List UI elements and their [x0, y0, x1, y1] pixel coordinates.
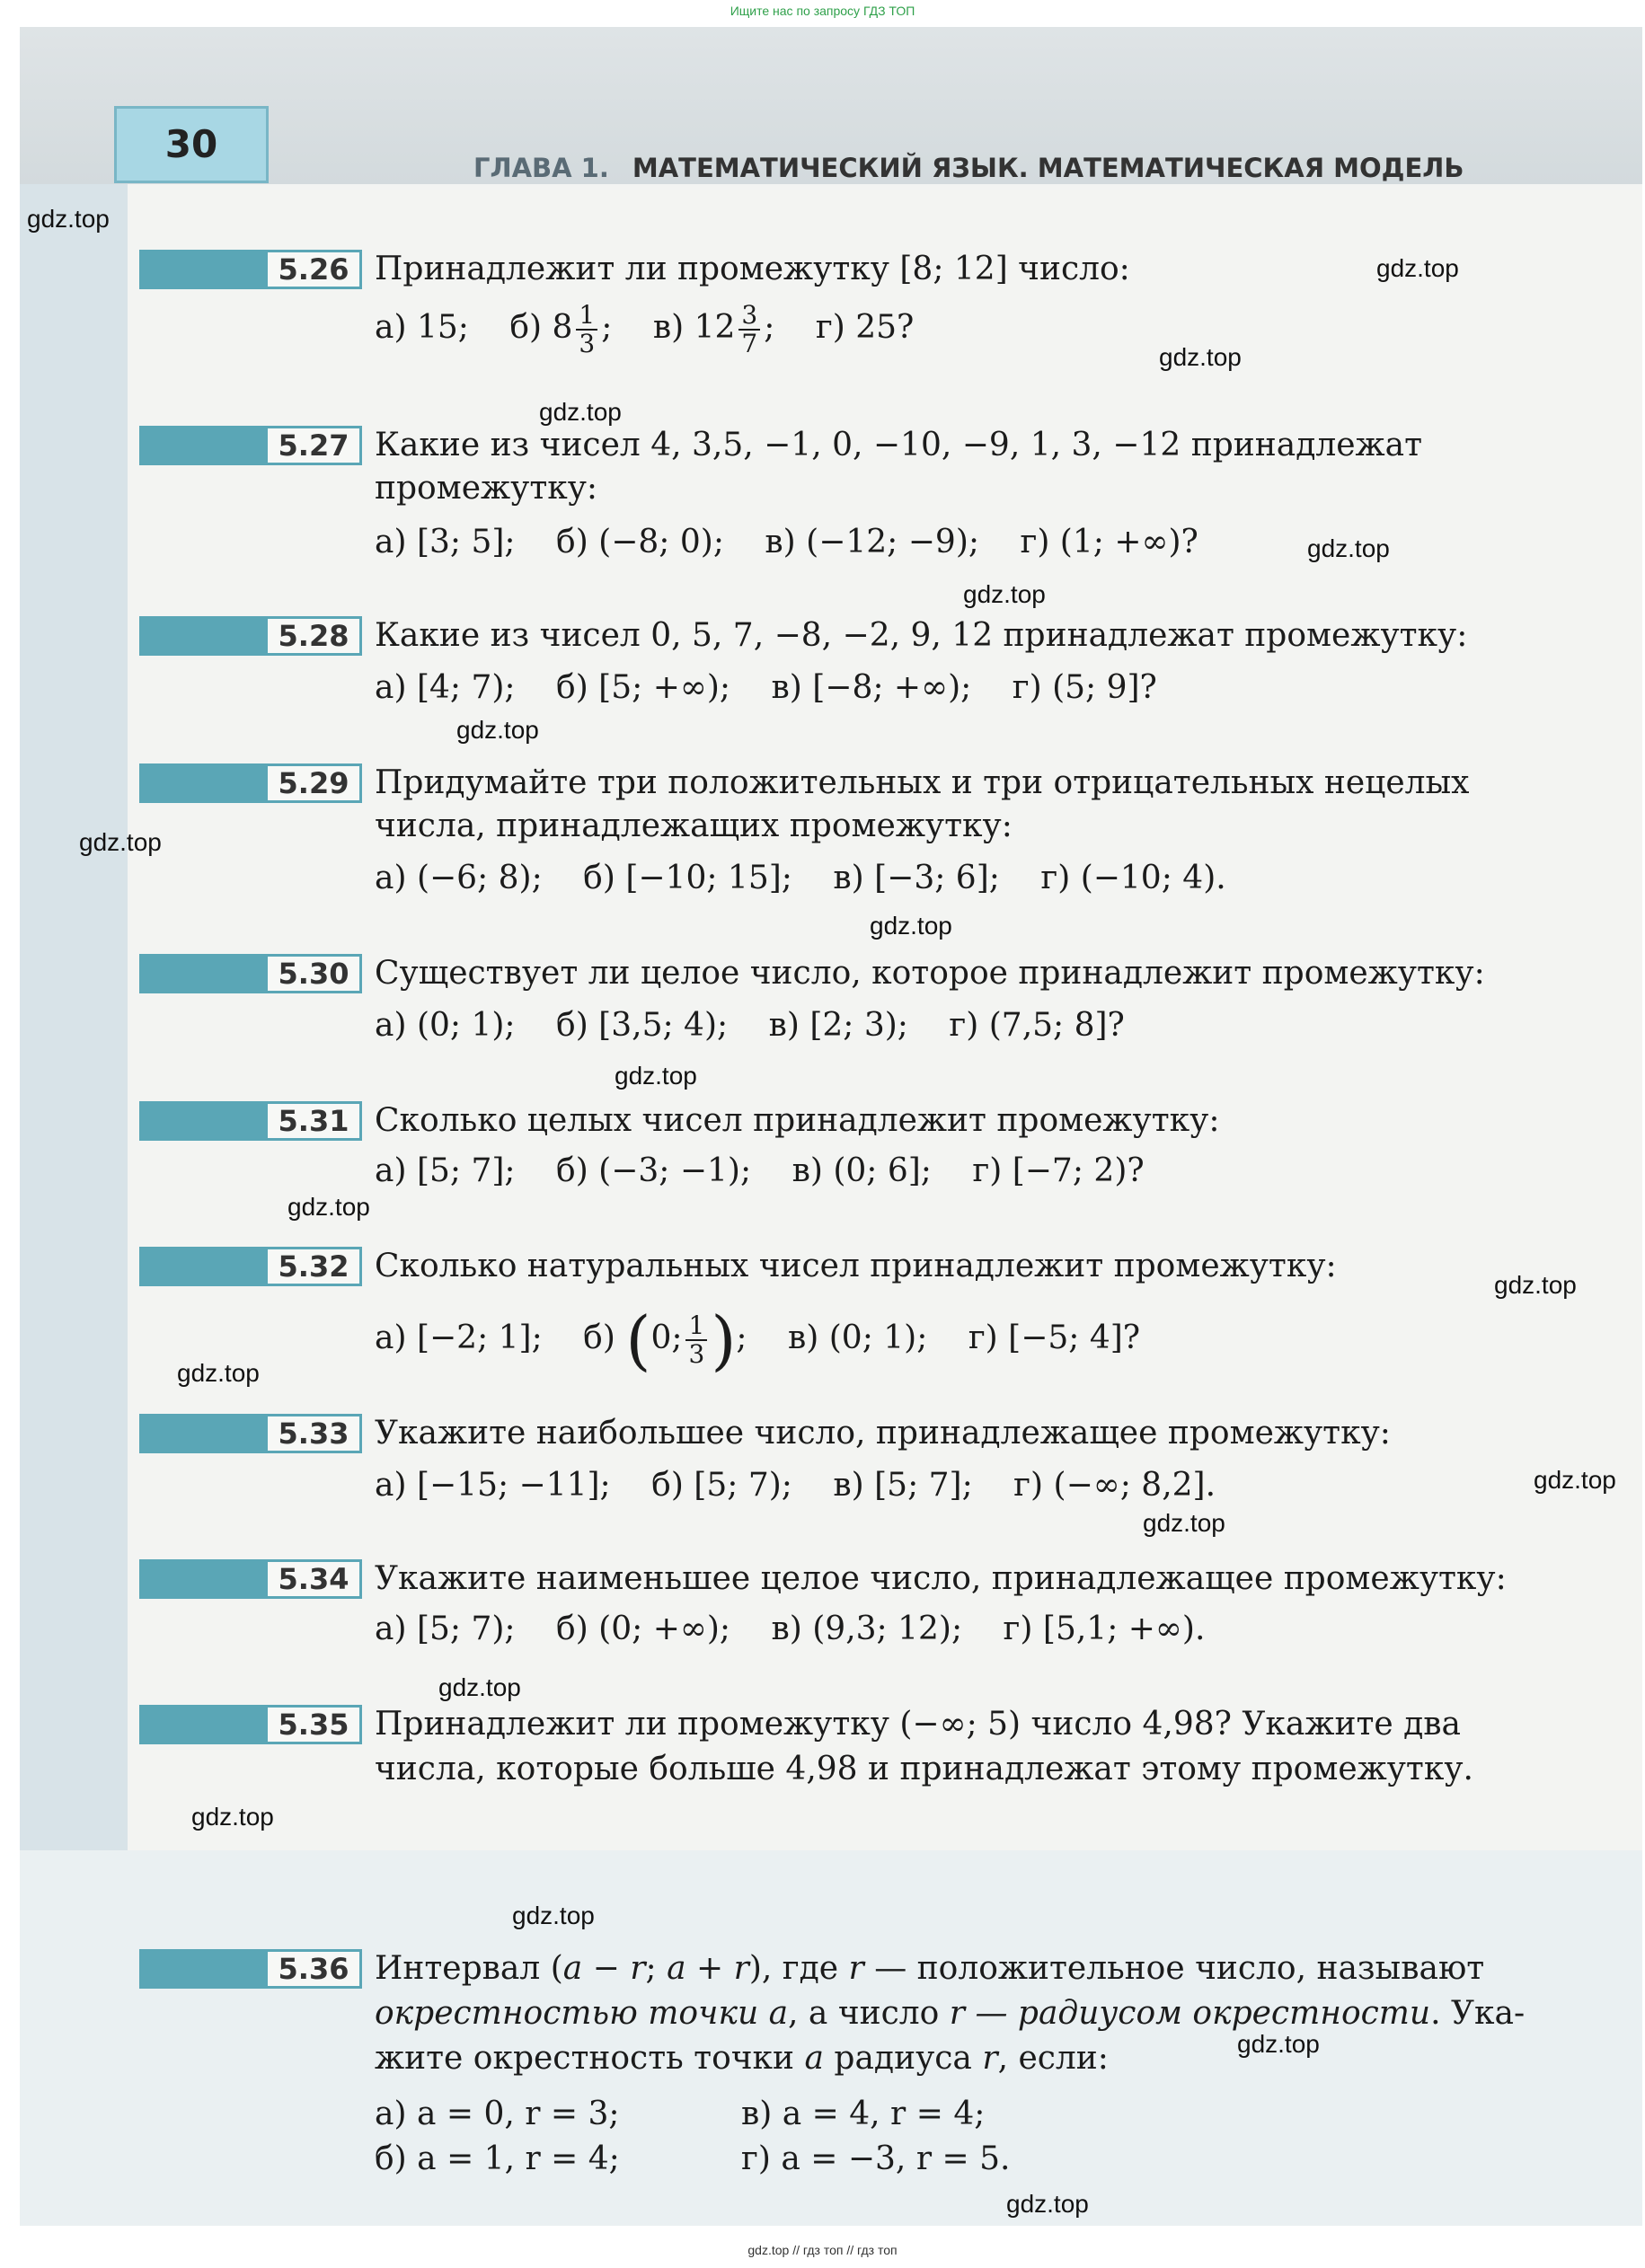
problem-number: 5.36 [265, 1949, 362, 1989]
problem-bar [139, 1949, 265, 1989]
watermark: gdz.top [539, 398, 622, 426]
option-c [653, 302, 775, 357]
page-number: 30 [114, 106, 269, 183]
option-a: а) (0; 1); [375, 1007, 516, 1044]
option-b [509, 302, 612, 357]
option-a: а) [−15; −11]; [375, 1467, 611, 1504]
problem-number: 5.29 [265, 763, 362, 803]
option-c: в) (0; 1); [788, 1319, 928, 1356]
option-d: г) 25? [815, 309, 915, 346]
chapter-name: МАТЕМАТИЧЕСКИЙ ЯЗЫК. МАТЕМАТИЧЕСКАЯ МОДЕЛЬ [632, 153, 1464, 183]
option-d: г) (−∞; 8,2]. [1013, 1467, 1216, 1504]
denominator: 3 [579, 329, 596, 358]
option-b-prefix: б) [583, 1319, 615, 1356]
problem-options [375, 668, 1188, 708]
text-part: , если: [997, 2040, 1109, 2077]
watermark: gdz.top [287, 1193, 370, 1221]
term-radius: r — радиусом окрестности [949, 1995, 1431, 2032]
problem-text: Сколько целых чисел принадлежит промежутку: [375, 1102, 1220, 1139]
option-b: б) [−10; 15]; [583, 860, 792, 896]
watermark: gdz.top [27, 205, 110, 233]
watermark: gdz.top [963, 580, 1046, 608]
text-part: жите окрестность точки [375, 2040, 805, 2077]
chapter-lead: ГЛАВА 1. [473, 153, 609, 183]
watermark: gdz.top [1534, 1466, 1616, 1494]
var-r: r [733, 1950, 749, 1987]
watermark: gdz.top [1143, 1509, 1225, 1537]
problem-options [375, 1302, 1171, 1376]
var-a: a [667, 1950, 686, 1987]
problem-number: 5.33 [265, 1414, 362, 1453]
option-c-prefix: в) 12 [652, 309, 736, 346]
option-c: в) (−12; −9); [765, 524, 979, 560]
problem-text-line2: числа, принадлежащих промежутку: [375, 807, 1013, 844]
problem-text-line2: числа, которые больше 4,98 и принадлежат этому промежутку. [375, 1751, 1473, 1787]
watermark: gdz.top [438, 1673, 521, 1701]
problem-number: 5.26 [265, 250, 362, 289]
problem-bar [139, 1414, 265, 1453]
option-c: в) [2; 3); [768, 1007, 908, 1044]
denominator: 3 [688, 1339, 705, 1369]
watermark: gdz.top [1159, 343, 1242, 371]
numerator: 1 [685, 1312, 707, 1341]
problem-bar [139, 616, 265, 656]
top-note: Ищите нас по запросу ГДЗ ТОП [730, 4, 915, 18]
option-d: г) (1; +∞)? [1020, 524, 1198, 560]
option-d: г) [−7; 2)? [972, 1152, 1145, 1189]
problem-text: Существует ли целое число, которое принадлежит промежутку: [375, 955, 1485, 992]
problem-bar [139, 250, 265, 289]
watermark: gdz.top [191, 1803, 274, 1831]
option-b: б) (0; +∞); [556, 1611, 731, 1647]
open-paren: ( [625, 1302, 651, 1378]
option-b: б) [3,5; 4); [556, 1007, 729, 1044]
watermark: gdz.top [79, 828, 162, 856]
bottom-note: gdz.top // гдз топ // гдз топ [747, 2243, 898, 2257]
problem-options [375, 1466, 1246, 1505]
fraction [738, 302, 760, 357]
text-part: , а число [788, 1995, 950, 2032]
option-a: а) a = 0, r = 3; [375, 2096, 620, 2132]
option-c: в) (9,3; 12); [771, 1611, 963, 1647]
var-r: r [982, 2040, 998, 2077]
denominator: 7 [741, 329, 758, 358]
problem-bar [139, 954, 265, 993]
problem-number: 5.28 [265, 616, 362, 656]
problem-options [375, 302, 944, 357]
problem-number: 5.30 [265, 954, 362, 993]
option-a: а) [−2; 1]; [375, 1319, 543, 1356]
problem-text: Укажите наименьшее целое число, принадлежащее промежутку: [375, 1560, 1507, 1597]
problem-number: 5.27 [265, 426, 362, 465]
problem-options [375, 859, 1257, 898]
text-part: − [582, 1950, 631, 1987]
problem-options [375, 523, 1229, 562]
option-d: г) a = −3, r = 5. [741, 2140, 1011, 2177]
option-b-suffix: ; [736, 1319, 747, 1356]
watermark: gdz.top [177, 1359, 260, 1387]
problem-text-line3 [375, 2039, 1109, 2078]
watermark: gdz.top [1376, 254, 1459, 282]
problem-number: 5.31 [265, 1101, 362, 1141]
option-c: в) [−3; 6]; [833, 860, 1000, 896]
text-part: радиуса [823, 2040, 983, 2077]
option-b: б) [5; 7); [651, 1467, 792, 1504]
problem-text-line2 [375, 1994, 1525, 2034]
option-b-prefix: б) 8 [509, 309, 573, 346]
option-b-suffix: ; [601, 309, 613, 346]
problem-text-line1: Какие из чисел 4, 3,5, −1, 0, −10, −9, 1, 3, −12 принадлежат [375, 427, 1423, 463]
watermark: gdz.top [1006, 2190, 1089, 2218]
problem-text: Укажите наибольшее число, принадлежащее промежутку: [375, 1415, 1391, 1452]
chapter-title [473, 153, 1464, 183]
problem-number: 5.34 [265, 1559, 362, 1599]
option-a: а) [3; 5]; [375, 524, 516, 560]
problem-text-line1: Принадлежит ли промежутку (−∞; 5) число 4,98? Укажите два [375, 1706, 1462, 1743]
var-a: a [562, 1950, 583, 1987]
text-part: ), где [748, 1950, 849, 1987]
problem-text: Сколько натуральных чисел принадлежит промежутку: [375, 1248, 1337, 1284]
option-a: а) [5; 7]; [375, 1152, 516, 1189]
option-a: а) [4; 7); [375, 669, 516, 706]
text-part: Интервал ( [375, 1950, 563, 1987]
option-b-inner: 0; [650, 1319, 683, 1356]
var-r: r [630, 1950, 646, 1987]
option-c: в) a = 4, r = 4; [741, 2096, 986, 2132]
option-b: б) (−3; −1); [556, 1152, 752, 1189]
watermark: gdz.top [1494, 1271, 1577, 1299]
option-c: в) [−8; +∞); [771, 669, 972, 706]
problem-options [375, 1006, 1155, 1046]
problem-bar [139, 763, 265, 803]
option-b [583, 1302, 747, 1376]
option-d: г) (−10; 4). [1040, 860, 1226, 896]
watermark: gdz.top [615, 1062, 697, 1090]
problem-bar [139, 1101, 265, 1141]
watermark: gdz.top [870, 912, 952, 940]
text-part: . Ука- [1430, 1995, 1526, 2032]
watermark: gdz.top [1237, 2030, 1320, 2058]
fraction [685, 1312, 707, 1368]
problem-bar [139, 1559, 265, 1599]
text-part: + [685, 1950, 734, 1987]
term-neighborhood: окрестностью точки a [375, 1995, 789, 2032]
problem-text-line1 [375, 1949, 1484, 1989]
option-d: г) (7,5; 8]? [949, 1007, 1125, 1044]
option-a: а) 15; [375, 309, 469, 346]
problem-bar [139, 426, 265, 465]
text-part: ; [645, 1950, 668, 1987]
option-a: а) (−6; 8); [375, 860, 543, 896]
option-b: б) a = 1, r = 4; [375, 2140, 620, 2177]
problem-text: Принадлежит ли промежутку [8; 12] число: [375, 251, 1130, 287]
text-part: — положительное число, называют [863, 1950, 1485, 1987]
option-b: б) (−8; 0); [556, 524, 724, 560]
numerator: 3 [738, 302, 760, 331]
problem-number: 5.35 [265, 1705, 362, 1744]
watermark: gdz.top [512, 1902, 595, 1929]
var-r: r [848, 1950, 864, 1987]
problem-options [375, 1152, 1175, 1191]
option-c: в) (0; 6]; [792, 1152, 932, 1189]
option-d: г) [5,1; +∞). [1003, 1611, 1206, 1647]
option-c-suffix: ; [764, 309, 775, 346]
option-b: б) [5; +∞); [556, 669, 731, 706]
option-c: в) [5; 7]; [833, 1467, 973, 1504]
problem-text: Какие из чисел 0, 5, 7, −8, −2, 9, 12 принадлежат промежутку: [375, 617, 1468, 654]
option-d: г) [−5; 4]? [968, 1319, 1141, 1356]
close-paren: ) [711, 1302, 737, 1378]
numerator: 1 [576, 302, 597, 331]
fraction [576, 302, 597, 357]
watermark: gdz.top [1307, 534, 1390, 562]
problem-text-line1: Придумайте три положительных и три отрицательных нецелых [375, 764, 1470, 801]
problem-text-line2: промежутку: [375, 470, 598, 507]
problem-bar [139, 1705, 265, 1744]
option-a: а) [5; 7); [375, 1611, 516, 1647]
problem-options [375, 1610, 1235, 1649]
var-a: a [804, 2040, 824, 2077]
watermark: gdz.top [456, 716, 539, 744]
problem-bar [139, 1247, 265, 1286]
option-d: г) (5; 9]? [1012, 669, 1157, 706]
problem-number: 5.32 [265, 1247, 362, 1286]
